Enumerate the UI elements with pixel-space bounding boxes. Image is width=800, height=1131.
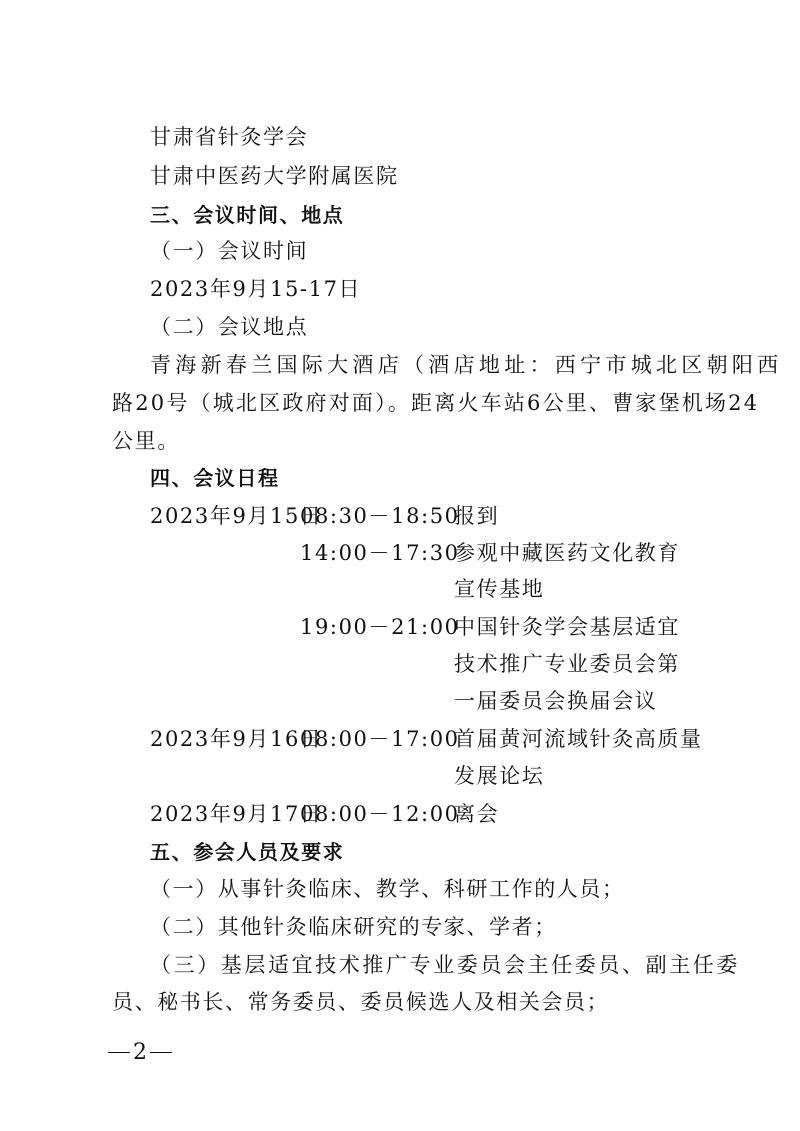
attendee-item: （一）从事针灸临床、教学、科研工作的人员； [150, 877, 625, 901]
schedule-time: 14:00－17:30 [300, 541, 460, 565]
schedule-event: 中国针灸学会基层适宜 [454, 615, 680, 639]
organizer-line: 甘肃中医药大学附属医院 [150, 164, 399, 188]
footer-dash [150, 1052, 172, 1054]
meeting-time: 2023年9月15-17日 [150, 277, 362, 301]
organizer-line: 甘肃省针灸学会 [150, 125, 309, 149]
schedule-event: 报到 [454, 504, 500, 528]
schedule-time: 08:00－17:00 [300, 727, 460, 751]
subsection-heading: （二）会议地点 [150, 315, 309, 339]
section-heading: 四、会议日程 [150, 466, 280, 490]
attendee-item: （二）其他针灸临床研究的专家、学者； [150, 915, 557, 939]
schedule-date: 2023年9月15日 [150, 504, 323, 528]
attendee-item: （三）基层适宜技术推广专业委员会主任委员、副主任委 [150, 953, 740, 977]
schedule-event: 宣传基地 [454, 577, 545, 601]
schedule-time: 19:00－21:00 [300, 615, 460, 639]
section-heading: 三、会议时间、地点 [150, 203, 345, 227]
schedule-event: 离会 [454, 802, 500, 826]
schedule-time: 08:30－18:50 [300, 504, 460, 528]
address-line: 青海新春兰国际大酒店（酒店地址：西宁市城北区朝阳西 [150, 353, 783, 377]
section-heading: 五、参会人员及要求 [150, 840, 345, 864]
page-footer [108, 1040, 172, 1065]
page-number: 2 [133, 1040, 147, 1065]
schedule-time: 08:00－12:00 [300, 802, 460, 826]
schedule-event: 首届黄河流域针灸高质量 [454, 727, 703, 751]
schedule-date: 2023年9月17日 [150, 802, 323, 826]
schedule-event: 参观中藏医药文化教育 [454, 541, 680, 565]
attendee-item: 员、秘书长、常务委员、委员候选人及相关会员； [112, 990, 610, 1014]
schedule-date: 2023年9月16日 [150, 727, 323, 751]
schedule-event: 技术推广专业委员会第 [454, 652, 680, 676]
address-line: 公里。 [112, 429, 180, 453]
subsection-heading: （一）会议时间 [150, 239, 309, 263]
schedule-event: 发展论坛 [454, 764, 545, 788]
address-line: 路20号（城北区政府对面）。距离火车站6公里、曹家堡机场24 [112, 391, 760, 415]
footer-dash [108, 1052, 130, 1054]
schedule-event: 一届委员会换届会议 [454, 689, 658, 713]
